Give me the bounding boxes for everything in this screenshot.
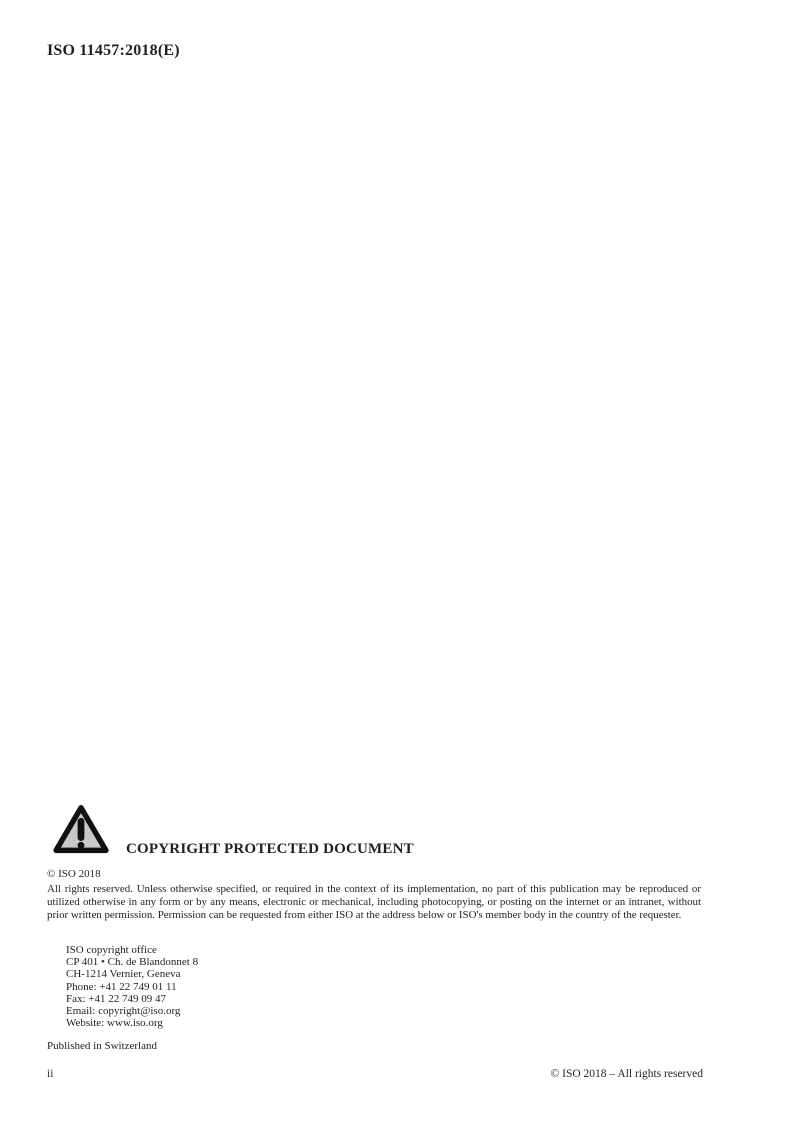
address-line-city: CH-1214 Vernier, Geneva: [66, 968, 181, 981]
copyright-body-paragraph: All rights reserved. Unless otherwise specified, or required in the context of its implementation, no part of this publication may be reproduced or utilized otherwise in any form or by any means, electronic or mechanical, including photocopying, or posting on the internet or an intranet, without prior written permission. Permission can be requested from either ISO at the address below or ISO's member body in the country of the requester.: [47, 883, 701, 922]
address-line-street: CP 401 • Ch. de Blandonnet 8: [66, 956, 199, 969]
document-reference: ISO 11457:2018(E): [47, 42, 180, 59]
footer-rights-notice: © ISO 2018 – All rights reserved: [550, 1068, 703, 1080]
address-line-phone: Phone: +41 22 749 01 11: [66, 980, 177, 993]
address-line-fax: Fax: +41 22 749 09 47: [66, 992, 167, 1005]
copyright-banner: [52, 802, 414, 862]
address-line-office: ISO copyright office: [66, 944, 157, 956]
copyright-title: COPYRIGHT PROTECTED DOCUMENT: [126, 841, 414, 857]
copyright-notice-line: © ISO 2018: [47, 868, 101, 880]
address-line-website: Website: www.iso.org: [66, 1017, 163, 1030]
page-number: ii: [47, 1068, 54, 1080]
published-in-line: Published in Switzerland: [47, 1040, 157, 1052]
iso-address-block: [66, 944, 198, 1029]
page-footer: [47, 1068, 703, 1080]
warning-triangle-icon: [52, 802, 110, 862]
address-line-email: Email: copyright@iso.org: [66, 1005, 181, 1018]
